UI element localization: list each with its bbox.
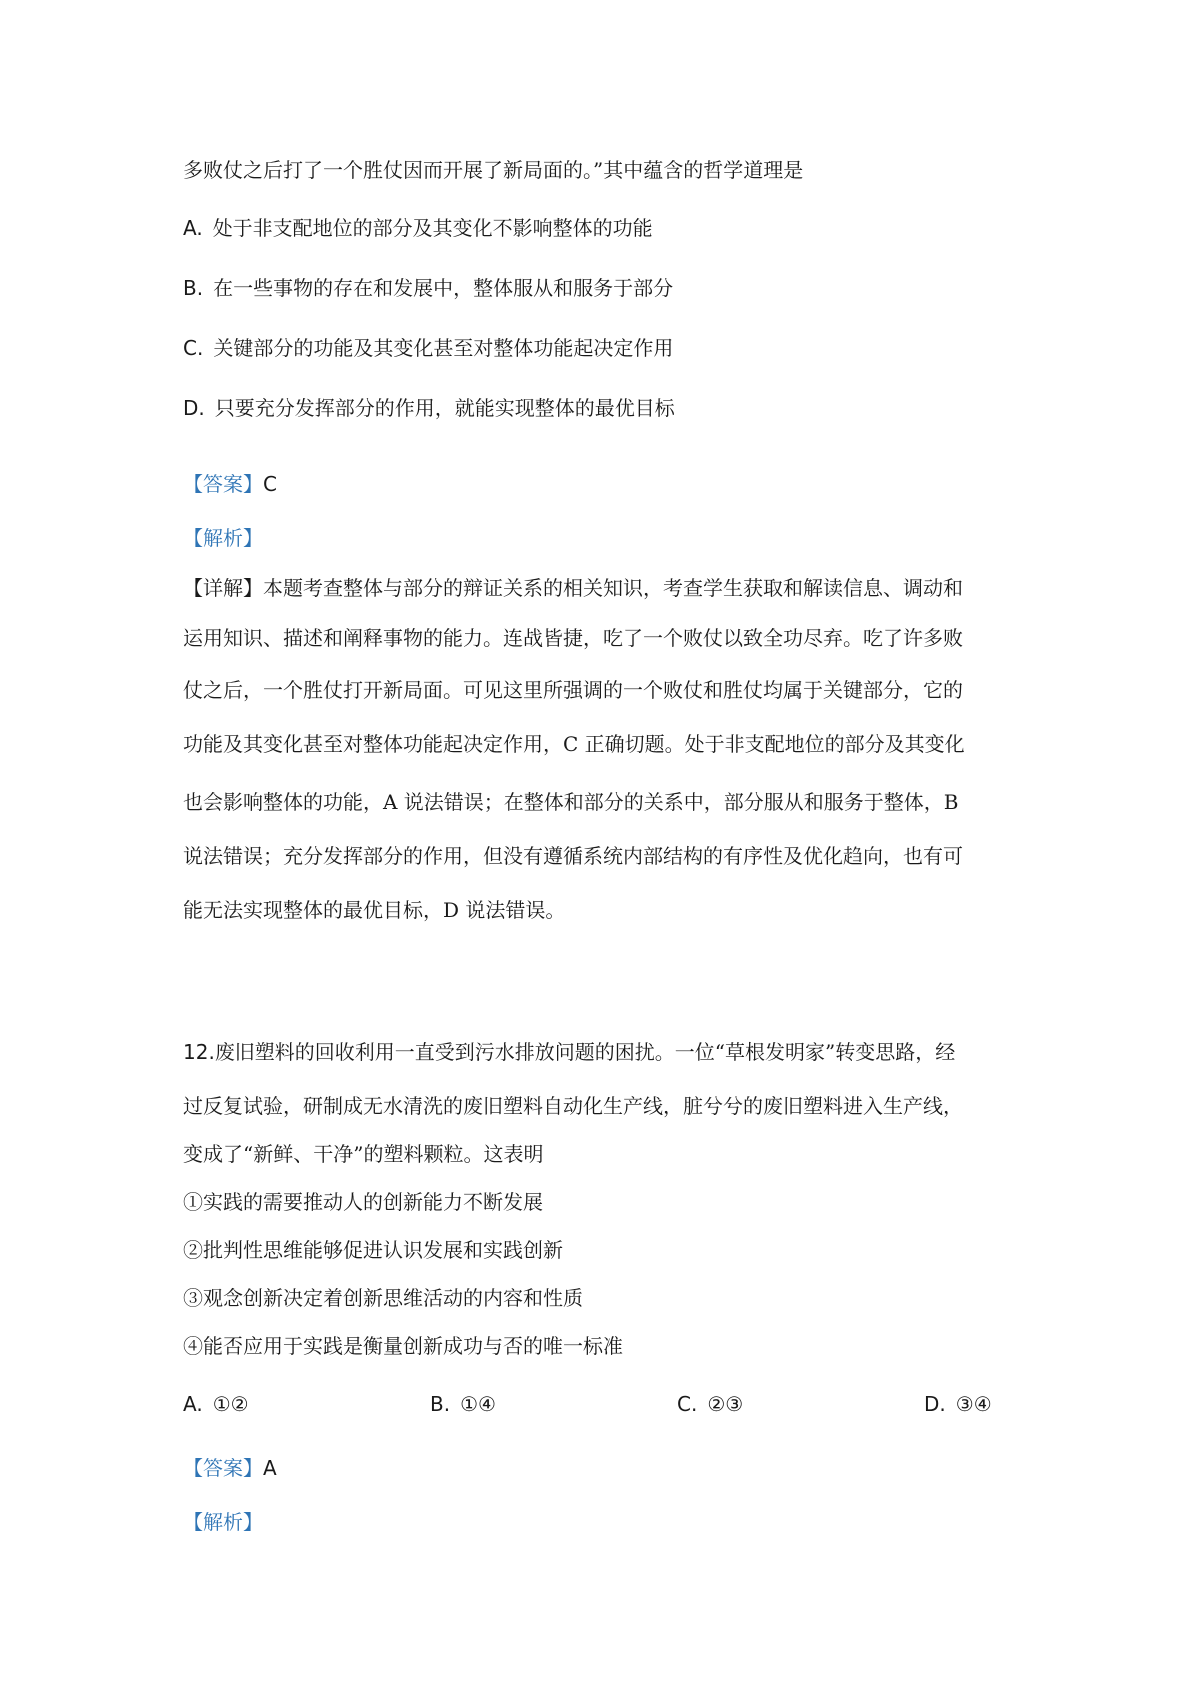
choice-letter: B.	[430, 1392, 451, 1416]
detail-line: 【详解】本题考查整体与部分的辩证关系的相关知识，考查学生获取和解读信息、调动和	[183, 576, 963, 600]
q12-stem-line-3: 变成了“新鲜、干净”的塑料颗粒。这表明	[183, 1142, 544, 1166]
q12-choice-d	[924, 1390, 992, 1418]
choice-text: ③④	[955, 1392, 992, 1416]
choice-letter: A.	[183, 1392, 203, 1416]
detail-line: 能无法实现整体的最优目标，D 说法错误。	[183, 898, 566, 922]
q12-choices	[183, 1390, 1026, 1418]
analysis-tag: 【解析】	[183, 526, 263, 550]
q11-option-d	[183, 394, 675, 422]
answer-value: C	[263, 472, 277, 496]
option-letter: B.	[183, 276, 204, 300]
stem-text: 废旧塑料的回收利用一直受到污水排放问题的困扰。一位“草根发明家”转变思路，经	[214, 1040, 956, 1064]
detail-line: 也会影响整体的功能，A 说法错误；在整体和部分的关系中，部分服从和服务于整体，B	[183, 790, 959, 814]
answer-tag: 【答案】	[183, 1456, 263, 1480]
q12-answer	[183, 1454, 277, 1482]
q12-choice-c	[677, 1390, 743, 1418]
q11-answer	[183, 470, 277, 498]
choice-letter: C.	[677, 1392, 698, 1416]
q12-statement-1: ①实践的需要推动人的创新能力不断发展	[183, 1190, 543, 1214]
option-text: 在一些事物的存在和发展中，整体服从和服务于部分	[213, 276, 674, 300]
detail-line: 运用知识、描述和阐释事物的能力。连战皆捷，吃了一个败仗以致全功尽弃。吃了许多败	[183, 626, 963, 650]
choice-text: ①②	[212, 1392, 249, 1416]
q11-option-b	[183, 274, 673, 302]
q12-stem-line-2: 过反复试验，研制成无水清洗的废旧塑料自动化生产线，脏兮兮的废旧塑料进入生产线，	[183, 1094, 963, 1118]
q11-analysis-heading	[183, 524, 263, 552]
analysis-tag: 【解析】	[183, 1510, 263, 1534]
question-number: 12.	[183, 1040, 215, 1064]
option-text: 关键部分的功能及其变化甚至对整体功能起决定作用	[213, 336, 674, 360]
answer-tag: 【答案】	[183, 472, 263, 496]
choice-text: ①④	[460, 1392, 496, 1416]
option-text: 只要充分发挥部分的作用，就能实现整体的最优目标	[214, 396, 675, 420]
q11-stem-tail: 多败仗之后打了一个胜仗因而开展了新局面的。”其中蕴含的哲学道理是	[183, 158, 804, 182]
option-letter: D.	[183, 396, 205, 420]
q12-statement-2: ②批判性思维能够促进认识发展和实践创新	[183, 1238, 563, 1262]
q12-stem-line-1	[183, 1038, 955, 1066]
option-letter: C.	[183, 336, 204, 360]
q11-option-c	[183, 334, 673, 362]
q12-statement-3: ③观念创新决定着创新思维活动的内容和性质	[183, 1286, 583, 1310]
choice-text: ②③	[707, 1392, 744, 1416]
q11-option-a	[183, 214, 653, 242]
answer-value: A	[263, 1456, 277, 1480]
detail-line: 仗之后，一个胜仗打开新局面。可见这里所强调的一个败仗和胜仗均属于关键部分，它的	[183, 678, 963, 702]
choice-letter: D.	[924, 1392, 946, 1416]
q12-choice-a	[183, 1390, 249, 1418]
q12-choice-b	[430, 1390, 496, 1418]
detail-line: 说法错误；充分发挥部分的作用，但没有遵循系统内部结构的有序性及优化趋向，也有可	[183, 844, 963, 868]
q12-statement-4: ④能否应用于实践是衡量创新成功与否的唯一标准	[183, 1334, 623, 1358]
option-letter: A.	[183, 216, 203, 240]
option-text: 处于非支配地位的部分及其变化不影响整体的功能	[212, 216, 653, 240]
q12-analysis-heading	[183, 1508, 263, 1536]
detail-line: 功能及其变化甚至对整体功能起决定作用，C 正确切题。处于非支配地位的部分及其变化	[183, 732, 965, 756]
